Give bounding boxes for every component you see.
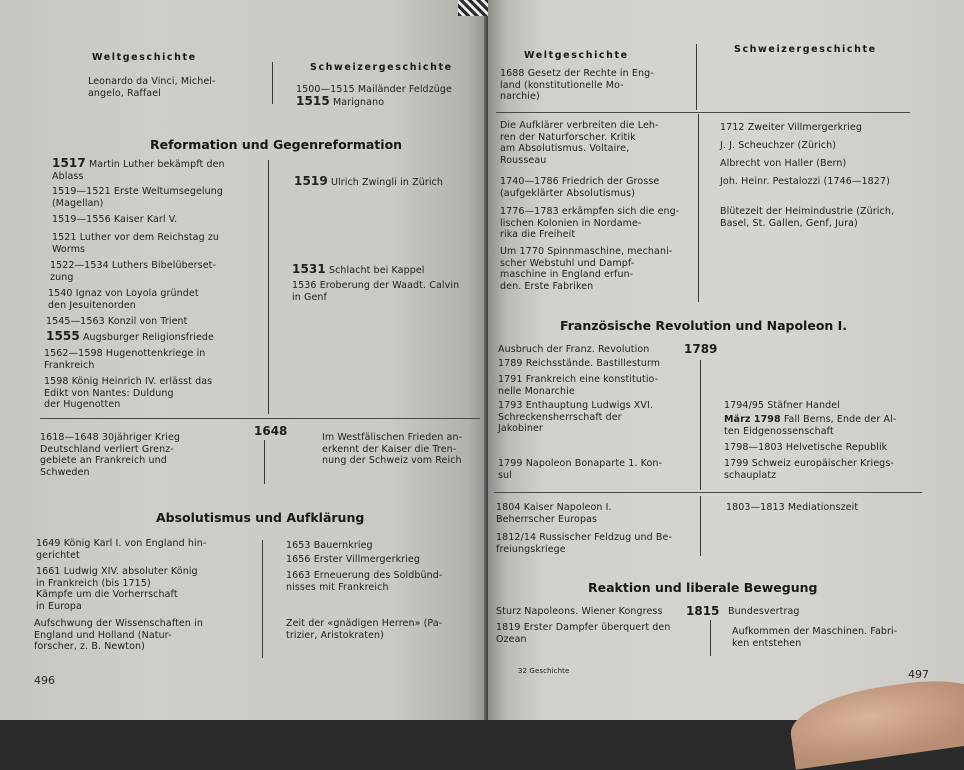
timeline-entry: 1799 Napoleon Bonaparte 1. Kon- sul (498, 458, 663, 481)
timeline-entry: 1798—1803 Helvetische Republik (724, 442, 888, 453)
timeline-entry: 1519 Ulrich Zwingli in Zürich (294, 174, 444, 188)
timeline-entry: 1819 Erster Dampfer überquert den Ozean (496, 622, 671, 645)
timeline-entry: Albrecht von Haller (Bern) (720, 158, 847, 169)
timeline-entry: Blütezeit der Heimindustrie (Zürich, Basel, St. Gallen, Genf, Jura) (720, 206, 895, 229)
timeline-entry: 1789 Reichsstände. Bastillesturm (498, 358, 661, 369)
col-heading-swiss: Schweizergeschichte (310, 62, 453, 73)
timeline-entry: 1663 Erneuerung des Soldbünd- nisses mit Frankreich (286, 570, 443, 593)
timeline-entry: 1812/14 Russischer Feldzug und Be- freiungskriege (496, 532, 672, 555)
timeline-entry: Im Westfälischen Frieden an- erkennt der Kaiser die Tren- nung der Schweiz vom Reich (322, 432, 463, 466)
column-divider (700, 360, 701, 490)
column-divider (272, 62, 273, 104)
timeline-entry: 1618—1648 30jähriger Krieg Deutschland verliert Grenz- gebiete an Frankreich und Schweden (40, 432, 181, 478)
section-separator (40, 418, 480, 419)
col-heading-world: Weltgeschichte (92, 52, 197, 63)
timeline-entry: 1517 Martin Luther bekämpft den Ablass (52, 156, 225, 182)
timeline-entry: Aufschwung der Wissenschaften in England und Holland (Natur- forscher, z. B. Newton) (34, 618, 203, 652)
timeline-entry: Um 1770 Spinnmaschine, mechani- scher Webstuhl und Dampf- maschine in England erfun- den. Erste Fabriken (500, 246, 673, 292)
timeline-entry: 1799 Schweiz europäischer Kriegs- schauplatz (724, 458, 894, 481)
timeline-entry: J. J. Scheuchzer (Zürich) (720, 140, 837, 151)
intro-swiss-item: 1515 Marignano (296, 94, 385, 108)
timeline-entry: Die Aufklärer verbreiten die Leh- ren der Naturforscher. Kritik am Absolutismus. Voltaire, Rousseau (500, 120, 659, 166)
timeline-entry: 1688 Gesetz der Rechte in Eng- land (konstitutionelle Mo- narchie) (500, 68, 654, 102)
timeline-entry: 1519—1521 Erste Weltumsegelung (Magellan) (52, 186, 224, 209)
year-marker: 1815 (686, 604, 720, 618)
timeline-entry: 1536 Eroberung der Waadt. Calvin in Genf (292, 280, 460, 303)
timeline-entry: 1793 Enthauptung Ludwigs XVI. Schreckensherrschaft der Jakobiner (498, 400, 653, 434)
column-divider (700, 496, 701, 556)
column-divider (698, 114, 699, 302)
timeline-entry: 1712 Zweiter Villmergerkrieg (720, 122, 863, 133)
timeline-entry: 1740—1786 Friedrich der Grosse (aufgeklärter Absolutismus) (500, 176, 660, 199)
column-divider (696, 44, 697, 110)
intro-swiss-item: 1500—1515 Mailänder Feldzüge (296, 84, 452, 95)
year-marker: 1648 (254, 424, 288, 438)
timeline-entry: 1791 Frankreich eine konstitutio- nelle Monarchie (498, 374, 659, 397)
timeline-entry: Joh. Heinr. Pestalozzi (1746—1827) (720, 176, 890, 187)
timeline-entry: 1656 Erster Villmergerkrieg (286, 554, 421, 565)
timeline-entry: Aufkommen der Maschinen. Fabri- ken entstehen (732, 626, 898, 649)
timeline-entry: März 1798 Fall Berns, Ende der Al- ten Eidgenossenschaft (724, 414, 897, 437)
timeline-entry: 1522—1534 Luthers Bibelüberset- zung (50, 260, 217, 283)
timeline-entry: 1776—1783 erkämpfen sich die eng- lischen Kolonien in Nordame- rika die Freiheit (500, 206, 680, 240)
column-divider (262, 540, 263, 658)
timeline-entry: 1540 Ignaz von Loyola gründet den Jesuitenorden (48, 288, 199, 311)
timeline-entry: Zeit der «gnädigen Herren» (Pa- trizier, Aristokraten) (286, 618, 443, 641)
section-title-reformation: Reformation und Gegenreformation (150, 137, 403, 152)
timeline-entry: 1521 Luther vor dem Reichstag zu Worms (52, 232, 220, 255)
timeline-entry: 1804 Kaiser Napoleon I. Beherrscher Europas (496, 502, 612, 525)
section-separator (496, 112, 910, 113)
timeline-entry: 1653 Bauernkrieg (286, 540, 373, 551)
timeline-entry: 1794/95 Stäfner Handel (724, 400, 840, 411)
timeline-entry: 1661 Ludwig XIV. absoluter König in Frankreich (bis 1715) Kämpfe um die Vorherrschaft in Europa (36, 566, 198, 612)
column-divider (710, 620, 711, 656)
timeline-entry: Sturz Napoleons. Wiener Kongress (496, 606, 663, 617)
timeline-entry: 1519—1556 Kaiser Karl V. (52, 214, 178, 225)
timeline-entry: 1598 König Heinrich IV. erlässt das Edikt von Nantes: Duldung der Hugenotten (44, 376, 213, 410)
timeline-entry: 1649 König Karl I. von England hin- gerichtet (36, 538, 207, 561)
page-number: 496 (34, 674, 55, 687)
col-heading-swiss: Schweizergeschichte (734, 44, 877, 55)
section-title-reaction: Reaktion und liberale Bewegung (588, 580, 818, 595)
timeline-entry: 1803—1813 Mediationszeit (726, 502, 859, 513)
section-title-revolution: Französische Revolution und Napoleon I. (560, 318, 848, 333)
section-separator (494, 492, 922, 493)
right-page (488, 0, 964, 720)
column-divider (264, 440, 265, 484)
footer-note: 32 Geschichte (518, 667, 570, 675)
year-marker: 1789 (684, 342, 718, 356)
timeline-entry: 1545—1563 Konzil von Trient (46, 316, 188, 327)
timeline-entry: 1562—1598 Hugenottenkriege in Frankreich (44, 348, 206, 371)
column-divider (268, 160, 269, 414)
timeline-entry: 1531 Schlacht bei Kappel (292, 262, 425, 276)
timeline-entry: 1555 Augsburger Religionsfriede (46, 329, 214, 343)
section-title-absolutism: Absolutismus und Aufklärung (156, 510, 365, 525)
col-heading-world: Weltgeschichte (524, 50, 629, 61)
timeline-entry: Ausbruch der Franz. Revolution (498, 344, 650, 355)
intro-world-text: Leonardo da Vinci, Michel- angelo, Raffael (88, 76, 216, 99)
left-page (0, 0, 488, 720)
page-number: 497 (908, 668, 929, 681)
timeline-entry: Bundesvertrag (728, 606, 800, 617)
